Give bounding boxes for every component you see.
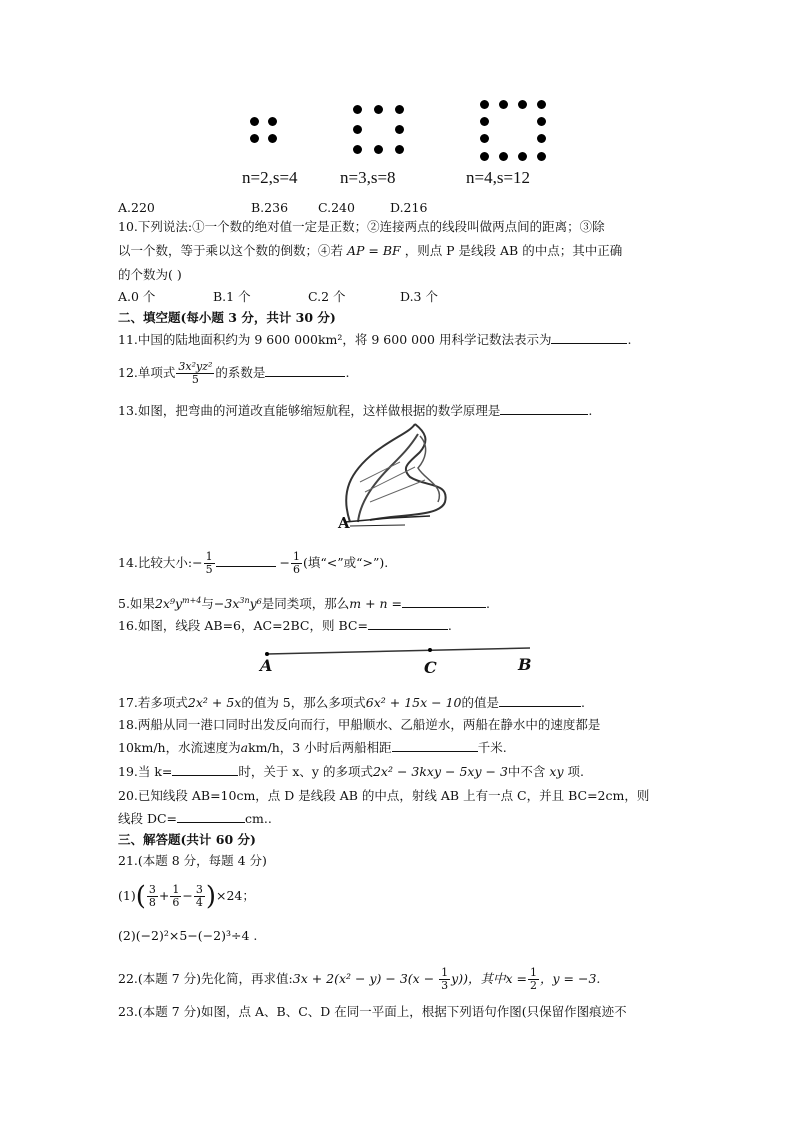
fraction bbox=[528, 967, 539, 992]
q10-line2 bbox=[118, 243, 622, 259]
numerator: 3 bbox=[148, 883, 156, 896]
figure-caption: n=2,s=4 bbox=[242, 168, 298, 187]
q17-text: 17.若多项式 bbox=[118, 695, 188, 710]
q15-text: 与 bbox=[201, 596, 214, 612]
exponent: m+4 bbox=[182, 596, 202, 605]
denominator: 8 bbox=[148, 896, 156, 909]
dot bbox=[537, 152, 546, 161]
numerator: 1 bbox=[172, 883, 180, 896]
dot bbox=[499, 152, 508, 161]
exponent: 3n bbox=[239, 596, 250, 605]
q18-line2 bbox=[118, 739, 507, 756]
segment-figure bbox=[250, 640, 550, 680]
q13: 13.如图，把弯曲的河道改直能够缩短航程，这样做根据的数学原理是 . bbox=[118, 403, 593, 418]
answer-blank bbox=[499, 694, 581, 707]
answer-blank bbox=[265, 364, 345, 377]
q18-text: 10km/h，水流速度为 bbox=[118, 740, 241, 755]
q12-text: 12.单项式 bbox=[118, 365, 176, 380]
answer-blank bbox=[551, 331, 627, 344]
q21-1: (1)( $\frac{3}{8}$ + $\frac{1}{6}$ − $\frac{3}{4}$ )×24； bbox=[118, 881, 255, 912]
q21-2: (2)(−2)²×5−(−2)³÷4 . bbox=[118, 928, 258, 943]
numerator: 1 bbox=[293, 550, 301, 563]
dot bbox=[480, 134, 489, 143]
option-c: C.2 个 bbox=[308, 289, 346, 304]
dot bbox=[353, 125, 362, 134]
q14-text: (填“<”或“>”). bbox=[303, 555, 389, 570]
term: −3x bbox=[213, 596, 240, 612]
option-b: B.1 个 bbox=[213, 289, 251, 304]
segment-label-c: C bbox=[424, 658, 437, 677]
dot bbox=[250, 134, 259, 143]
dot bbox=[480, 117, 489, 126]
q12: 12.单项式 $\frac{\text{3x²yz²}}{5}$ 的系数是 . bbox=[118, 360, 350, 386]
denominator: 5 bbox=[205, 563, 213, 576]
q10-options bbox=[118, 289, 438, 305]
dot bbox=[353, 145, 362, 154]
dot bbox=[250, 117, 259, 126]
q23: 23.(本题 7 分)如图，点 A、B、C、D 在同一平面上，根据下列语句作图(只保留作图痕迹不 bbox=[118, 1004, 627, 1019]
expression: y))，其中 bbox=[451, 971, 506, 986]
q14: 14.比较大小:− $\frac{1}{5}$ − $\frac{1}{6}$ (填“<”或“>”). bbox=[118, 550, 389, 576]
option-b: B.236 bbox=[251, 200, 289, 215]
dot bbox=[537, 117, 546, 126]
q15-text: 5.如果 bbox=[118, 596, 155, 612]
numerator: 1 bbox=[205, 550, 213, 563]
dot bbox=[395, 125, 404, 134]
q18-line1: 18.两船从同一港口同时出发反向而行，甲船顺水、乙船逆水，两船在静水中的速度都是 bbox=[118, 717, 601, 732]
q13-text: 13.如图，把弯曲的河道改直能够缩短航程，这样做根据的数学原理是 bbox=[118, 403, 501, 418]
q19-text: 中不含 bbox=[507, 764, 546, 779]
numerator: 1 bbox=[529, 966, 537, 979]
answer-blank bbox=[392, 739, 478, 752]
numerator: 3 bbox=[195, 883, 203, 896]
variable: a bbox=[240, 740, 249, 755]
fraction bbox=[439, 967, 450, 992]
q21-text: ×24； bbox=[216, 888, 255, 903]
q18-text: 千米. bbox=[477, 740, 507, 755]
answer-blank bbox=[216, 554, 276, 567]
q15: 5.如果$2x^9y^{m+4}$与$-3x^{3n}y^6$是同类项，那么m + n = . bbox=[118, 596, 491, 612]
q19-text: 19.当 k= bbox=[118, 764, 173, 779]
dot bbox=[353, 105, 362, 114]
term: 2x⁹y bbox=[154, 596, 183, 612]
polynomial: 6x² + 15x − 10 bbox=[365, 695, 462, 710]
fraction bbox=[147, 884, 158, 909]
denominator: 6 bbox=[293, 563, 301, 576]
q10-math: AP = BF bbox=[347, 243, 401, 258]
segment-label-a: A bbox=[260, 656, 273, 675]
answer-blank bbox=[500, 402, 588, 415]
q19-text: 时，关于 x、y 的多项式 bbox=[238, 764, 373, 779]
q10-text: ，则点 P 是线段 AB 的中点；其中正确 bbox=[404, 243, 623, 258]
q20-text: cm.. bbox=[245, 811, 272, 826]
numerator: 3x²yz² bbox=[178, 360, 213, 373]
q16: 16.如图，线段 AB=6，AC=2BC，则 BC= . bbox=[118, 618, 452, 633]
q20-line2 bbox=[118, 810, 272, 827]
q15-text: 是同类项，那么 bbox=[261, 596, 350, 612]
answer-blank bbox=[177, 810, 245, 823]
section3-title: 三、解答题(共计 60 分) bbox=[118, 832, 256, 847]
dot bbox=[268, 117, 277, 126]
option-a: A.220 bbox=[118, 200, 155, 215]
q18-text: km/h，3 小时后两船相距 bbox=[248, 740, 392, 755]
option-a: A.0 个 bbox=[118, 289, 156, 304]
q10-line3: 的个数为( ) bbox=[118, 267, 182, 282]
q22 bbox=[118, 962, 600, 996]
denominator: 3 bbox=[441, 979, 449, 992]
q21-head: 21.(本题 8 分，每题 4 分) bbox=[118, 853, 267, 868]
segment-label-b: B bbox=[518, 655, 532, 674]
figure-caption: n=4,s=12 bbox=[466, 168, 531, 187]
figure-caption: n=3,s=8 bbox=[340, 168, 396, 187]
variable: xy bbox=[549, 764, 564, 779]
expression: m + n = bbox=[349, 596, 403, 612]
dot bbox=[537, 134, 546, 143]
dot bbox=[480, 100, 489, 109]
dot bbox=[374, 105, 383, 114]
q11-text: 11.中国的陆地面积约为 9 600 000km²，将 9 600 000 用科学记数法表示为 bbox=[118, 332, 552, 347]
q10-text: 以一个数，等于乘以这个数的倒数；④若 bbox=[118, 243, 344, 258]
dot bbox=[268, 134, 277, 143]
q17: 17.若多项式2x² + 5x的值为 5，那么多项式6x² + 15x − 10的值是 . bbox=[118, 695, 585, 710]
q21-label: (1) bbox=[118, 888, 136, 903]
answer-blank bbox=[172, 763, 238, 776]
q22-text: 22.(本题 7 分)先化简，再求值: bbox=[118, 971, 293, 986]
expression: ，y = −3. bbox=[539, 971, 601, 986]
answer-blank bbox=[368, 617, 448, 630]
q17-text: 的值是 bbox=[461, 695, 499, 710]
option-d: D.216 bbox=[390, 200, 428, 215]
dot bbox=[374, 145, 383, 154]
expression: 3x + 2(x² − y) − 3(x − bbox=[292, 971, 439, 986]
option-c: C.240 bbox=[318, 200, 355, 215]
option-d: D.3 个 bbox=[400, 289, 438, 304]
q12-text: 的系数是 bbox=[215, 365, 266, 380]
q20-line1: 20.已知线段 AB=10cm，点 D 是线段 AB 的中点，射线 AB 上有一点 C，并且 BC=2cm，则 bbox=[118, 788, 650, 803]
denominator: 2 bbox=[529, 979, 537, 992]
q20-text: 线段 DC= bbox=[118, 811, 178, 826]
fraction bbox=[170, 884, 181, 909]
river-label-a: A bbox=[338, 514, 350, 532]
q10-line1: 10.下列说法:①一个数的绝对值一定是正数；②连接两点的线段叫做两点间的距离；③除 bbox=[118, 219, 605, 234]
fraction bbox=[204, 551, 215, 576]
fraction bbox=[194, 884, 205, 909]
polynomial: 2x² − 3kxy − 5xy − 3 bbox=[372, 764, 508, 779]
dot bbox=[499, 100, 508, 109]
polynomial: 2x² + 5x bbox=[187, 695, 242, 710]
denominator: 6 bbox=[172, 896, 180, 909]
q19 bbox=[118, 763, 584, 780]
dot bbox=[518, 100, 527, 109]
q17-text: 的值为 5，那么多项式 bbox=[241, 695, 366, 710]
expression: x = bbox=[505, 971, 527, 986]
dot bbox=[518, 152, 527, 161]
q16-text: 16.如图，线段 AB=6，AC=2BC，则 BC= bbox=[118, 618, 368, 633]
fraction bbox=[291, 551, 302, 576]
dot bbox=[395, 145, 404, 154]
q14-text: 14.比较大小: bbox=[118, 555, 193, 570]
dot bbox=[395, 105, 404, 114]
denominator: 5 bbox=[191, 373, 199, 386]
q19-text: 项. bbox=[567, 764, 584, 779]
q9-options bbox=[118, 200, 428, 216]
denominator: 4 bbox=[195, 896, 203, 909]
q11: 11.中国的陆地面积约为 9 600 000km²，将 9 600 000 用科学记数法表示为 . bbox=[118, 332, 632, 347]
fraction bbox=[176, 361, 214, 386]
dot bbox=[537, 100, 546, 109]
answer-blank bbox=[402, 595, 486, 608]
dot bbox=[480, 152, 489, 161]
numerator: 1 bbox=[441, 966, 449, 979]
section2-title: 二、填空题(每小题 3 分，共计 30 分) bbox=[118, 310, 336, 325]
term: y⁶ bbox=[249, 596, 262, 612]
